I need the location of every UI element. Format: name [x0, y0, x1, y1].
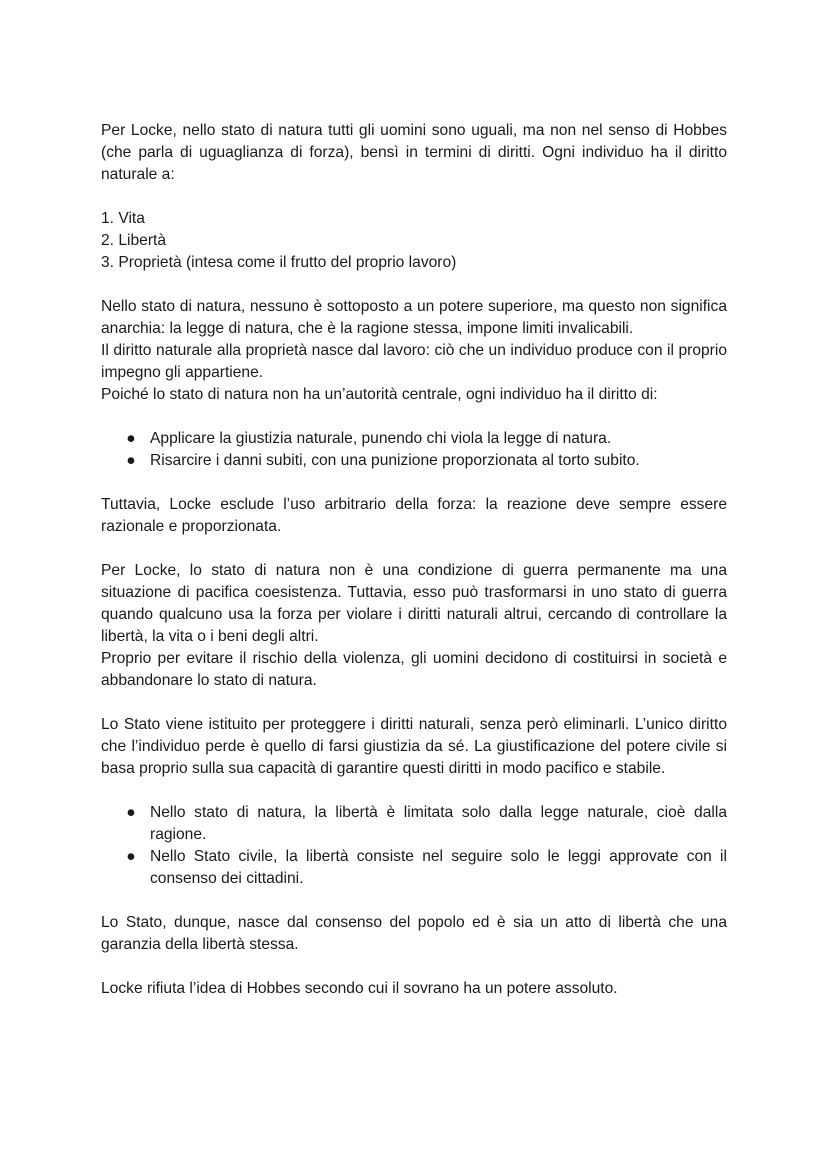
freedom-bullets — [101, 802, 727, 890]
paragraph-consent: Lo Stato, dunque, nasce dal consenso del popolo ed è sia un atto di libertà che una garanzia della libertà stessa. — [101, 914, 727, 953]
bullet-text: Applicare la giustizia naturale, punendo chi viola la legge di natura. — [150, 430, 612, 447]
bullet-icon: ● — [126, 804, 136, 821]
spacer — [101, 956, 727, 978]
paragraph-rejects-hobbes: Locke rifiuta l’idea di Hobbes secondo cui il sovrano ha un potere assoluto. — [101, 980, 618, 997]
bullet-item-compensation — [101, 450, 727, 472]
rights-item-property: 3. Proprietà (intesa come il frutto del proprio lavoro) — [101, 254, 457, 271]
spacer — [101, 780, 727, 802]
bullet-item-apply-justice — [101, 428, 727, 450]
spacer — [101, 472, 727, 494]
spacer — [101, 538, 727, 560]
spacer — [101, 890, 727, 912]
rights-list — [101, 208, 727, 274]
spacer — [101, 186, 727, 208]
paragraph-natural-equality: Per Locke, nello stato di natura tutti gli uomini sono uguali, ma non nel senso di Hobbes (che parla di uguaglianza di forza), bensì in termini di diritti. Ogni individuo ha il diritto naturale a: — [101, 122, 727, 183]
document-page — [101, 120, 727, 1000]
paragraph-property-labour: Il diritto naturale alla proprietà nasce dal lavoro: ciò che un individuo produce con il proprio impegno gli appartiene. — [101, 342, 727, 381]
paragraph-no-central-authority: Poiché lo stato di natura non ha un’autorità centrale, ogni individuo ha il diritto di: — [101, 386, 658, 403]
rights-item-liberty: 2. Libertà — [101, 232, 167, 249]
rights-item-life: 1. Vita — [101, 210, 145, 227]
bullet-text: Nello stato di natura, la libertà è limitata solo dalla legge naturale, cioè dalla ragione. — [150, 804, 727, 843]
bullet-icon: ● — [126, 430, 136, 447]
individual-rights-bullets — [101, 428, 727, 472]
spacer — [101, 692, 727, 714]
bullet-icon: ● — [126, 452, 136, 469]
paragraph-state-of-war: Per Locke, lo stato di natura non è una condizione di guerra permanente ma una situazione di pacifica coesistenza. Tuttavia, esso può trasformarsi in uno stato di guerra quando qualcuno usa la forza per violare i diritti naturali altrui, cercando di controllare la libertà, la vita o i beni degli altri. — [101, 562, 727, 645]
bullet-icon: ● — [126, 848, 136, 865]
paragraph-law-of-nature: Nello stato di natura, nessuno è sottoposto a un potere superiore, ma questo non significa anarchia: la legge di natura, che è la ragione stessa, impone limiti invalicabili. — [101, 298, 727, 337]
bullet-text: Risarcire i danni subiti, con una punizione proporzionata al torto subito. — [150, 452, 640, 469]
paragraph-proportional-force: Tuttavia, Locke esclude l’uso arbitrario della forza: la reazione deve sempre essere razionale e proporzionata. — [101, 496, 727, 535]
spacer — [101, 274, 727, 296]
spacer — [101, 406, 727, 428]
bullet-item-civil-freedom — [101, 846, 727, 890]
bullet-text: Nello Stato civile, la libertà consiste nel seguire solo le leggi approvate con il consenso dei cittadini. — [150, 848, 727, 887]
paragraph-state-purpose: Lo Stato viene istituito per proteggere i diritti naturali, senza però eliminarli. L’unico diritto che l’individuo perde è quello di farsi giustizia da sé. La giustificazione del potere civile si basa proprio sulla sua capacità di garantire questi diritti in modo pacifico e stabile. — [101, 716, 727, 777]
paragraph-forming-society: Proprio per evitare il rischio della violenza, gli uomini decidono di costituirsi in società e abbandonare lo stato di natura. — [101, 650, 727, 689]
bullet-item-natural-freedom — [101, 802, 727, 846]
